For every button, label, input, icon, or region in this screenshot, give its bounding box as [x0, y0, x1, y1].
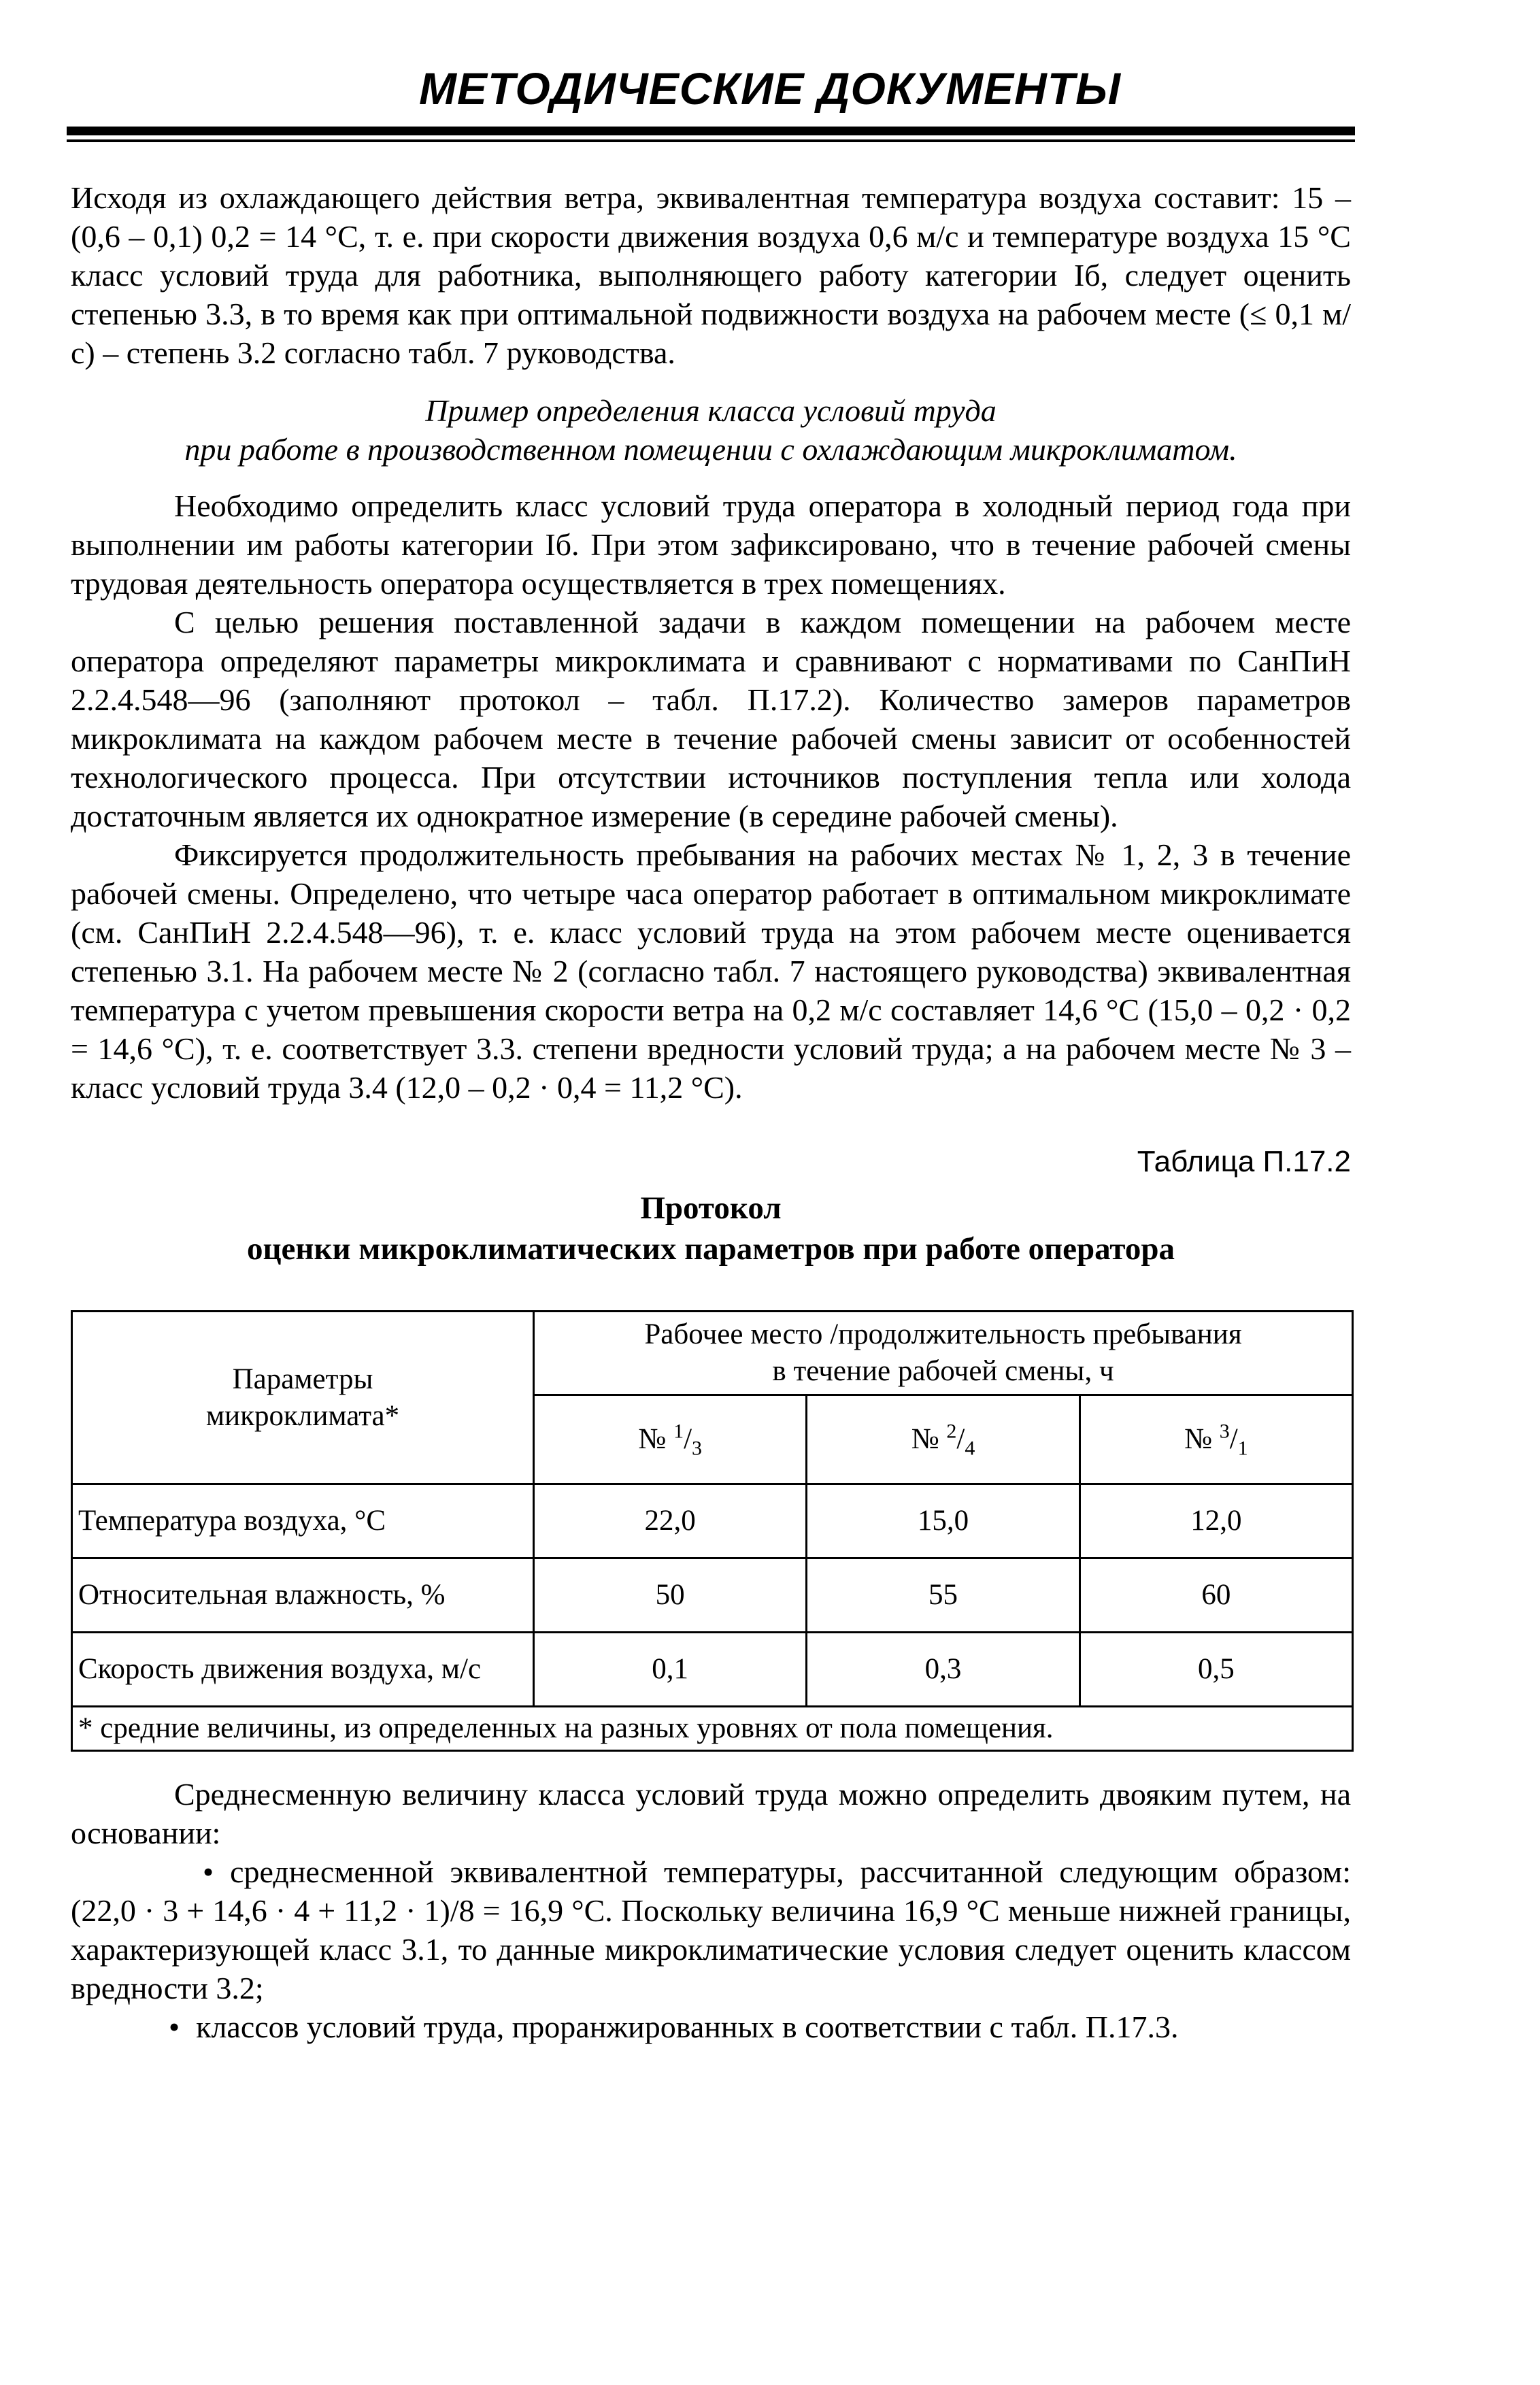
running-header: МЕТОДИЧЕСКИЕ ДОКУМЕНТЫ — [418, 63, 1122, 114]
bullet-text-2: классов условий труда, проранжированных в соответствии с табл. П.17.3. — [196, 2009, 1179, 2044]
paragraph-5: Среднесменную величину класса условий труда можно определить двояким путем, на основании: — [71, 1777, 1351, 1850]
table-title-line-1: Протокол — [640, 1190, 782, 1226]
table-footnote: * средние величины, из определенных на разных уровнях от пола помещения. — [72, 1707, 1353, 1751]
table-cell: 55 — [807, 1558, 1079, 1633]
table-cell: 50 — [534, 1558, 807, 1633]
param-header-line-1: Параметры — [232, 1363, 373, 1395]
row-label: Относительная влажность, % — [72, 1558, 534, 1633]
protocol-table — [71, 1310, 1354, 1752]
column-sup: 3 — [1219, 1420, 1230, 1443]
row-label: Температура воздуха, °С — [72, 1484, 534, 1558]
row-label: Скорость движения воздуха, м/с — [72, 1633, 534, 1707]
column-sup: 1 — [673, 1420, 684, 1443]
page-content — [71, 178, 1351, 2046]
table-cell: 0,1 — [534, 1633, 807, 1707]
table-cell: 0,3 — [807, 1633, 1079, 1707]
paragraph-4: Фиксируется продолжительность пребывания на рабочих местах № 1, 2, 3 в течение рабочей смены. Определено, что четыре часа оператор работает в оптимальном микроклимате (см. СанПиН 2.2.4.548—96), т. е. класс условий труда на этом рабочем месте оценивается степенью 3.1. На рабочем месте № 2 (согласно табл. 7 настоящего руководства) эквивалентная температура с учетом превышения скорости ветра на 0,2 м/с составляет 14,6 °С (15,0 – 0,2 · 0,2 = 14,6 °С), т. е. соответствует 3.3. степени вредности условий труда; а на рабочем месте № 3 – класс условий труда 3.4 (12,0 – 0,2 · 0,4 = 11,2 °С). — [71, 837, 1351, 1105]
header-rule-thin — [67, 139, 1355, 142]
table-row — [72, 1484, 1353, 1558]
column-sub: 4 — [965, 1437, 975, 1460]
column-header-2: № $^2/_4$ — [807, 1395, 1079, 1484]
workplace-group-header — [534, 1312, 1353, 1395]
bullet-dot: • — [203, 1854, 214, 1889]
table-cell: 0,5 — [1079, 1633, 1352, 1707]
paragraph-3: С целью решения поставленной задачи в каждом помещении на рабочем месте оператора определяют параметры микроклимата и сравнивают с нормативами по СанПиН 2.2.4.548—96 (заполняют протокол – табл. П.17.2). Количество замеров параметров микроклимата на каждом рабочем месте в течение рабочей смены зависит от особенностей технологического процесса. При отсутствии источников поступления тепла или холода достаточным является их однократное измерение (в середине рабочей смены). — [71, 605, 1351, 833]
column-prefix: № — [911, 1423, 947, 1455]
column-header-3: № $^3/_1$ — [1079, 1395, 1352, 1484]
bullet-dot: • — [169, 2009, 180, 2044]
table-cell: 15,0 — [807, 1484, 1079, 1558]
group-header-line-1: Рабочее место /продолжительность пребывания — [644, 1318, 1242, 1350]
header-rule-thick — [67, 127, 1355, 135]
bullet-item-1 — [71, 1852, 1351, 2007]
column-sub: 1 — [1237, 1437, 1248, 1460]
bullet-text-1: среднесменной эквивалентной температуры, рассчитанной следующим образом: (22,0 · 3 + 14,6 · 4 + 11,2 · 1)/8 = 16,9 °С. Поскольку величина 16,9 °С меньше нижней границы, характеризующей класс 3.1, то данные микроклиматические условия следует оценить классом вредности 3.2; — [71, 1854, 1351, 2005]
group-header-line-2: в течение рабочей смены, ч — [772, 1355, 1114, 1387]
bullet-item-2 — [71, 2007, 1351, 2046]
table-title-line-2: оценки микроклиматических параметров при работе оператора — [246, 1231, 1175, 1267]
column-sup: 2 — [946, 1420, 957, 1443]
example-title-line-2: при работе в производственном помещении с охлаждающим микроклиматом. — [184, 432, 1237, 467]
param-header — [72, 1312, 534, 1484]
table-cell: 12,0 — [1079, 1484, 1352, 1558]
table-cell: 60 — [1079, 1558, 1352, 1633]
table-title — [71, 1188, 1351, 1269]
paragraph-2: Необходимо определить класс условий труда оператора в холодный период года при выполнении им работы категории Iб. При этом зафиксировано, что в течение рабочей смены трудовая деятельность оператора осуществляется в трех помещениях. — [71, 488, 1351, 601]
example-title-line-1: Пример определения класса условий труда — [425, 393, 997, 428]
column-sub: 3 — [692, 1437, 703, 1460]
table-cell: 22,0 — [534, 1484, 807, 1558]
column-header-1: № $^1/_3$ — [534, 1395, 807, 1484]
column-prefix: № — [638, 1423, 674, 1455]
example-title — [71, 391, 1351, 469]
paragraph-1: Исходя из охлаждающего действия ветра, эквивалентная температура воздуха составит: 15 – (0,6 – 0,1) 0,2 = 14 °С, т. е. при скорости движения воздуха 0,6 м/с и температуре воздуха 15 °С класс условий труда для работника, выполняющего работу категории Iб, следует оценить степенью 3.3, в то время как при оптимальной подвижности воздуха на рабочем месте (≤ 0,1 м/с) – степень 3.2 согласно табл. 7 руководства. — [71, 180, 1351, 370]
param-header-line-2: микроклимата* — [205, 1399, 400, 1432]
table-label: Таблица П.17.2 — [1137, 1145, 1351, 1178]
table-row — [72, 1558, 1353, 1633]
table-row — [72, 1633, 1353, 1707]
column-prefix: № — [1184, 1423, 1220, 1455]
